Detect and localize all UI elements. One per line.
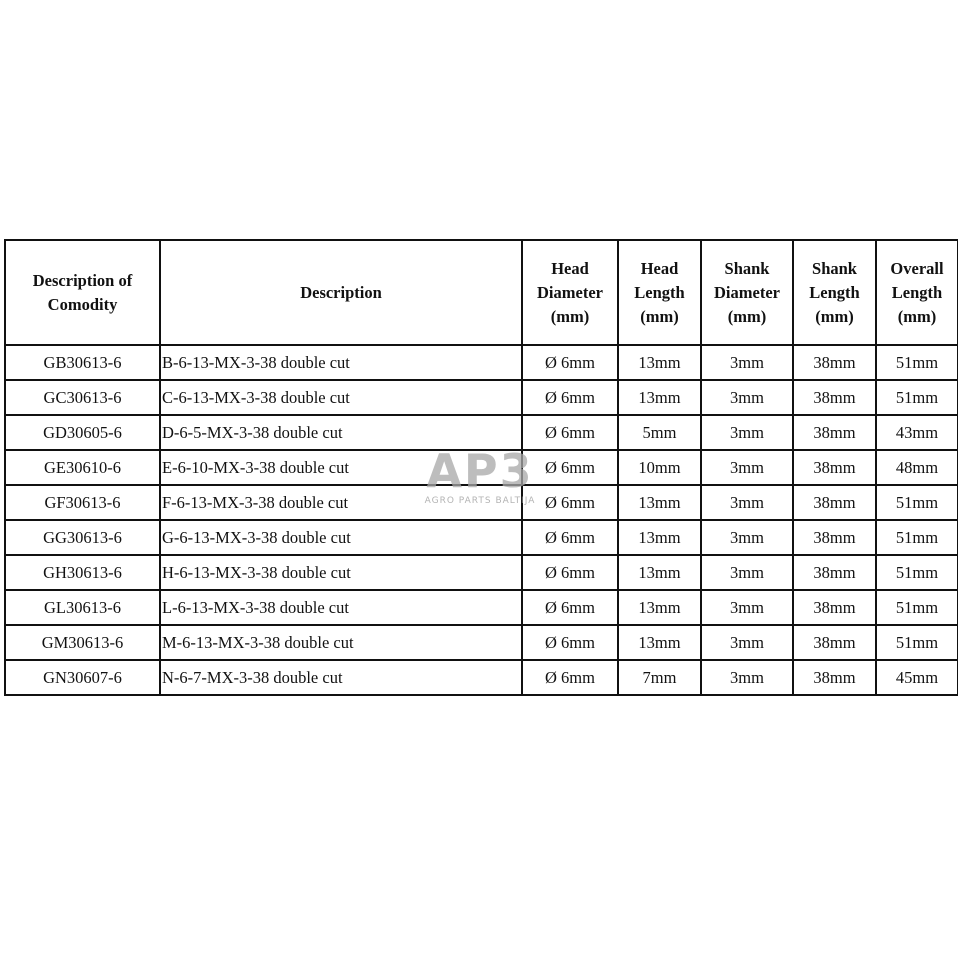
cell-overall-length: 51mm <box>876 485 958 520</box>
cell-head-length: 5mm <box>618 415 701 450</box>
header-head-diameter <box>522 240 618 345</box>
cell-head-length: 13mm <box>618 345 701 380</box>
header-head-length <box>618 240 701 345</box>
cell-shank-diameter: 3mm <box>701 660 793 695</box>
cell-description: M-6-13-MX-3-38 double cut <box>160 625 522 660</box>
cell-shank-length: 38mm <box>793 450 876 485</box>
header-text: (mm) <box>550 306 590 326</box>
cell-head-length: 13mm <box>618 485 701 520</box>
product-spec-table <box>4 239 958 696</box>
header-text: Description <box>300 282 382 302</box>
header-text: Length <box>809 282 860 302</box>
cell-code: GF30613-6 <box>5 485 160 520</box>
header-shank-diameter <box>701 240 793 345</box>
cell-head-diameter: Ø 6mm <box>522 415 618 450</box>
cell-shank-length: 38mm <box>793 555 876 590</box>
cell-code: GG30613-6 <box>5 520 160 555</box>
table-row <box>5 660 958 695</box>
cell-code: GB30613-6 <box>5 345 160 380</box>
header-text: Head <box>551 258 589 278</box>
cell-code: GE30610-6 <box>5 450 160 485</box>
header-text: Length <box>634 282 685 302</box>
table-row <box>5 520 958 555</box>
cell-head-length: 13mm <box>618 520 701 555</box>
table-row <box>5 555 958 590</box>
cell-description: C-6-13-MX-3-38 double cut <box>160 380 522 415</box>
cell-overall-length: 51mm <box>876 625 958 660</box>
cell-description: D-6-5-MX-3-38 double cut <box>160 415 522 450</box>
cell-shank-diameter: 3mm <box>701 380 793 415</box>
cell-shank-diameter: 3mm <box>701 415 793 450</box>
cell-head-diameter: Ø 6mm <box>522 555 618 590</box>
cell-shank-diameter: 3mm <box>701 590 793 625</box>
table-row <box>5 380 958 415</box>
cell-description: L-6-13-MX-3-38 double cut <box>160 590 522 625</box>
watermark-logo: AP3 <box>426 444 534 498</box>
cell-shank-diameter: 3mm <box>701 450 793 485</box>
header-text: (mm) <box>640 306 679 326</box>
cell-head-diameter: Ø 6mm <box>522 485 618 520</box>
cell-head-length: 13mm <box>618 380 701 415</box>
header-text: Description of <box>32 270 133 290</box>
cell-head-diameter: Ø 6mm <box>522 590 618 625</box>
cell-description: G-6-13-MX-3-38 double cut <box>160 520 522 555</box>
cell-head-diameter: Ø 6mm <box>522 450 618 485</box>
table-row <box>5 345 958 380</box>
cell-head-diameter: Ø 6mm <box>522 345 618 380</box>
table-header-row <box>5 240 958 345</box>
cell-shank-diameter: 3mm <box>701 345 793 380</box>
cell-code: GM30613-6 <box>5 625 160 660</box>
cell-description: H-6-13-MX-3-38 double cut <box>160 555 522 590</box>
cell-shank-length: 38mm <box>793 660 876 695</box>
cell-shank-length: 38mm <box>793 485 876 520</box>
cell-overall-length: 51mm <box>876 380 958 415</box>
cell-shank-length: 38mm <box>793 415 876 450</box>
cell-shank-diameter: 3mm <box>701 485 793 520</box>
cell-head-diameter: Ø 6mm <box>522 520 618 555</box>
cell-head-length: 10mm <box>618 450 701 485</box>
header-text: Length <box>891 282 943 302</box>
cell-overall-length: 48mm <box>876 450 958 485</box>
cell-overall-length: 51mm <box>876 520 958 555</box>
cell-overall-length: 51mm <box>876 590 958 625</box>
cell-shank-length: 38mm <box>793 590 876 625</box>
cell-code: GH30613-6 <box>5 555 160 590</box>
cell-shank-length: 38mm <box>793 345 876 380</box>
cell-code: GN30607-6 <box>5 660 160 695</box>
cell-shank-length: 38mm <box>793 625 876 660</box>
cell-description: F-6-13-MX-3-38 double cut <box>160 485 522 520</box>
header-text: (mm) <box>727 306 767 326</box>
watermark-subtitle: AGRO PARTS BALTIJA <box>424 496 536 506</box>
table-row <box>5 485 958 520</box>
cell-head-length: 13mm <box>618 590 701 625</box>
cell-head-diameter: Ø 6mm <box>522 625 618 660</box>
header-text: Diameter <box>537 282 603 302</box>
cell-shank-diameter: 3mm <box>701 625 793 660</box>
cell-code: GL30613-6 <box>5 590 160 625</box>
cell-overall-length: 45mm <box>876 660 958 695</box>
header-text: Overall <box>890 258 944 278</box>
cell-shank-length: 38mm <box>793 520 876 555</box>
header-description <box>160 240 522 345</box>
cell-head-length: 13mm <box>618 625 701 660</box>
header-commodity <box>5 240 160 345</box>
cell-head-diameter: Ø 6mm <box>522 380 618 415</box>
cell-code: GD30605-6 <box>5 415 160 450</box>
cell-overall-length: 51mm <box>876 345 958 380</box>
header-text: Shank <box>812 258 857 278</box>
header-text: Head <box>640 258 679 278</box>
cell-description: N-6-7-MX-3-38 double cut <box>160 660 522 695</box>
table-row <box>5 415 958 450</box>
cell-description: E-6-10-MX-3-38 double cut <box>160 450 522 485</box>
cell-overall-length: 51mm <box>876 555 958 590</box>
cell-shank-diameter: 3mm <box>701 520 793 555</box>
cell-shank-diameter: 3mm <box>701 555 793 590</box>
header-text: (mm) <box>815 306 854 326</box>
cell-head-length: 7mm <box>618 660 701 695</box>
cell-head-length: 13mm <box>618 555 701 590</box>
table-row <box>5 590 958 625</box>
header-text: (mm) <box>897 306 937 326</box>
cell-head-diameter: Ø 6mm <box>522 660 618 695</box>
cell-description: B-6-13-MX-3-38 double cut <box>160 345 522 380</box>
cell-overall-length: 43mm <box>876 415 958 450</box>
header-text: Diameter <box>714 282 780 302</box>
header-text: Shank <box>724 258 770 278</box>
cell-code: GC30613-6 <box>5 380 160 415</box>
header-overall-length <box>876 240 958 345</box>
header-text: Comodity <box>47 294 118 314</box>
table-row <box>5 450 958 485</box>
cell-shank-length: 38mm <box>793 380 876 415</box>
table-row <box>5 625 958 660</box>
header-shank-length <box>793 240 876 345</box>
